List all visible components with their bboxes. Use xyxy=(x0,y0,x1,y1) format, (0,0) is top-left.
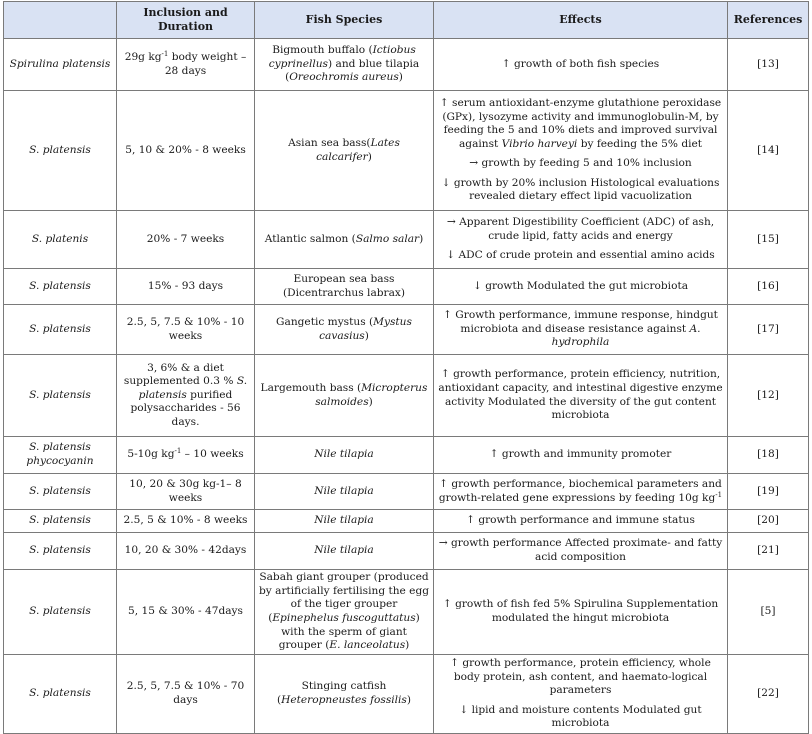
table-row xyxy=(4,269,809,305)
inclusion-duration-cell: 2.5, 5, 7.5 & 10% - 70 days xyxy=(117,655,255,734)
header-fish-species: Fish Species xyxy=(255,2,434,39)
spirulina-studies-table xyxy=(3,1,809,734)
inclusion-duration-cell: 10, 20 & 30g kg-1– 8 weeks xyxy=(117,474,255,510)
species-cell: S. platensis xyxy=(4,91,117,211)
reference-cell: [15] xyxy=(728,211,809,269)
fish-species-cell: European sea bass (Dicentrarchus labrax) xyxy=(255,269,434,305)
effects-cell xyxy=(434,510,728,533)
species-cell: S. platensis xyxy=(4,269,117,305)
table-row xyxy=(4,39,809,91)
reference-cell: [12] xyxy=(728,355,809,437)
effects-cell xyxy=(434,211,728,269)
fish-species-cell: Bigmouth buffalo (Ictiobus cyprinellus) and blue tilapia (Oreochromis aureus) xyxy=(255,39,434,91)
effect-line: ↑ growth performance and immune status xyxy=(466,514,695,527)
reference-cell: [16] xyxy=(728,269,809,305)
table-row xyxy=(4,305,809,355)
fish-species-cell: Nile tilapia xyxy=(255,510,434,533)
species-cell: S. platensis xyxy=(4,355,117,437)
effect-line: ↑ growth performance, protein efficiency, nutrition, antioxidant capacity, and intestinal digestive enzyme activity Modulated the diversity of the gut content microbiota xyxy=(438,368,723,422)
fish-species-cell: Gangetic mystus (Mystus cavasius) xyxy=(255,305,434,355)
effects-cell xyxy=(434,91,728,211)
fish-species-cell: Sabah giant grouper (produced by artificially fertilising the egg of the tiger grouper (Epinephelus fuscoguttatus) with the sperm of giant grouper (E. lanceolatus) xyxy=(255,570,434,655)
inclusion-duration-cell: 15% - 93 days xyxy=(117,269,255,305)
effects-cell xyxy=(434,269,728,305)
fish-species-cell: Nile tilapia xyxy=(255,437,434,474)
species-cell: S. platensis xyxy=(4,655,117,734)
effects-cell xyxy=(434,533,728,570)
fish-species-cell: Largemouth bass (Micropterus salmoides) xyxy=(255,355,434,437)
reference-cell: [5] xyxy=(728,570,809,655)
effect-line: → growth by feeding 5 and 10% inclusion xyxy=(469,157,692,170)
table-row xyxy=(4,655,809,734)
inclusion-duration-cell: 2.5, 5 & 10% - 8 weeks xyxy=(117,510,255,533)
effect-line: ↑ growth performance, biochemical parameters and growth-related gene expressions by feeding 10g $kg^{-1}$ xyxy=(438,477,723,504)
fish-species-cell: Nile tilapia xyxy=(255,474,434,510)
header-species-supplement xyxy=(4,2,117,39)
species-cell: Spirulina platensis xyxy=(4,39,117,91)
reference-cell: [17] xyxy=(728,305,809,355)
species-cell: S. platensis xyxy=(4,510,117,533)
reference-cell: [22] xyxy=(728,655,809,734)
effect-line: → growth performance Affected proximate- and fatty acid composition xyxy=(438,537,723,563)
table-row xyxy=(4,533,809,570)
effect-line: ↓ growth by 20% inclusion Histological evaluations revealed dietary effect lipid vacuolization xyxy=(441,176,720,203)
table-row xyxy=(4,211,809,269)
effect-line: ↑ serum antioxidant-enzyme glutathione peroxidase (GPx), lysozyme activity and immunoglobulin-M, by feeding the 5 and 10% diets and improved survival against Vibrio harveyi by feeding the 5% diet xyxy=(439,96,722,150)
reference-cell: [20] xyxy=(728,510,809,533)
effects-cell xyxy=(434,355,728,437)
fish-species-cell: Atlantic salmon (Salmo salar) xyxy=(255,211,434,269)
table-row xyxy=(4,510,809,533)
species-cell: S. platensis xyxy=(4,570,117,655)
effect-line: ↓ ADC of crude protein and essential amino acids xyxy=(446,249,715,262)
effects-cell xyxy=(434,39,728,91)
inclusion-duration-cell: 5, 10 & 20% - 8 weeks xyxy=(117,91,255,211)
inclusion-duration-cell: 20% - 7 weeks xyxy=(117,211,255,269)
effect-line: ↑ growth performance, protein efficiency, whole body protein, ash content, and haemato-logical parameters xyxy=(450,657,711,697)
fish-species-cell: Nile tilapia xyxy=(255,533,434,570)
effect-line: ↑ growth and immunity promoter xyxy=(489,448,672,461)
table-body xyxy=(4,39,809,734)
species-cell: S. platensis phycocyanin xyxy=(4,437,117,474)
species-cell: S. platensis xyxy=(4,533,117,570)
reference-cell: [13] xyxy=(728,39,809,91)
species-cell: S. platensis xyxy=(4,305,117,355)
reference-cell: [21] xyxy=(728,533,809,570)
inclusion-duration-cell: 10, 20 & 30% - 42days xyxy=(117,533,255,570)
inclusion-duration-cell: 5, 15 & 30% - 47days xyxy=(117,570,255,655)
header-effects: Effects xyxy=(434,2,728,39)
table-row xyxy=(4,474,809,510)
effect-line: → Apparent Digestibility Coefficient (ADC) of ash, crude lipid, fatty acids and energy xyxy=(446,216,715,242)
effect-line: ↓ growth Modulated the gut microbiota xyxy=(472,279,689,292)
header-references: References xyxy=(728,2,809,39)
species-cell: S. platenis xyxy=(4,211,117,269)
table-row xyxy=(4,91,809,211)
effects-cell xyxy=(434,474,728,510)
table-row xyxy=(4,355,809,437)
reference-cell: [19] xyxy=(728,474,809,510)
header-row xyxy=(4,2,809,39)
reference-cell: [14] xyxy=(728,91,809,211)
inclusion-duration-cell: 29g $kg^{-1}$ body weight – 28 days xyxy=(117,39,255,91)
effect-line: ↑ growth of both fish species xyxy=(501,57,660,70)
inclusion-duration-cell: 5-10g $kg^{-1} - 10$ weeks xyxy=(117,437,255,474)
effects-cell xyxy=(434,305,728,355)
effect-line: ↑ growth of fish fed 5% Spirulina Supplementation modulated the hingut microbiota xyxy=(442,598,719,624)
effects-cell xyxy=(434,570,728,655)
inclusion-duration-cell: 2.5, 5, 7.5 & 10% - 10 weeks xyxy=(117,305,255,355)
table-row xyxy=(4,437,809,474)
inclusion-duration-cell: 3, 6% & a diet supplemented 0.3 % S. platensis purified polysaccharides - 56 days. xyxy=(117,355,255,437)
header-inclusion-duration: Inclusion and Duration xyxy=(117,2,255,39)
effects-cell xyxy=(434,437,728,474)
table-row xyxy=(4,570,809,655)
species-cell: S. platensis xyxy=(4,474,117,510)
fish-species-cell: Stinging catfish (Heteropneustes fossilis) xyxy=(255,655,434,734)
effect-line: ↑ Growth performance, immune response, hindgut microbiota and disease resistance against A. hydrophila xyxy=(443,309,718,349)
reference-cell: [18] xyxy=(728,437,809,474)
effect-line: ↓ lipid and moisture contents Modulated gut microbiota xyxy=(459,703,702,730)
fish-species-cell: Asian sea bass(Lates calcarifer) xyxy=(255,91,434,211)
effects-cell xyxy=(434,655,728,734)
